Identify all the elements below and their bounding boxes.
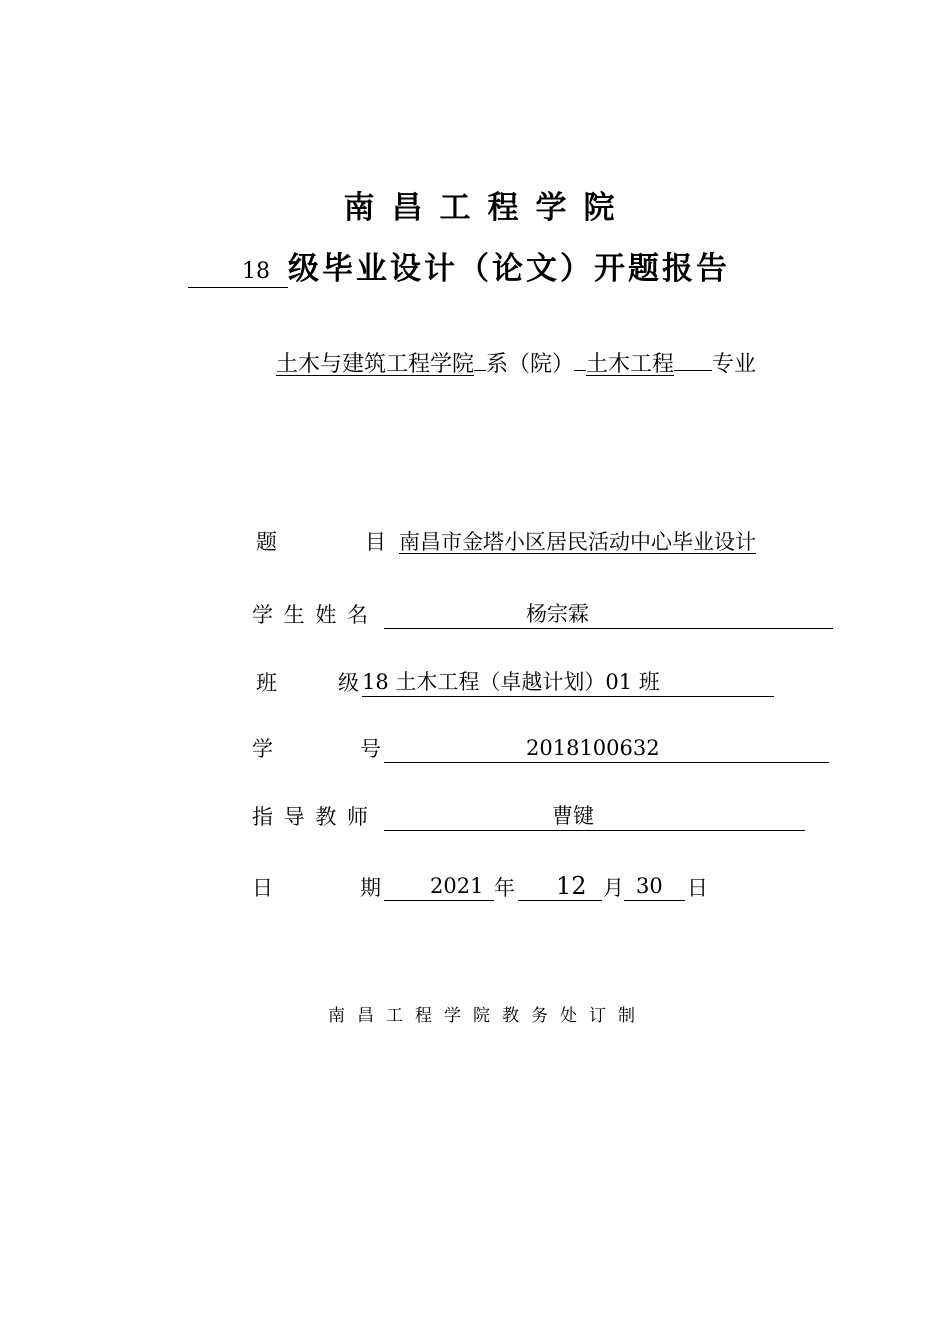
- dept-suffix: 系（院）: [486, 352, 575, 377]
- class-value: 18 土木工程（卓越计划）01 班: [362, 670, 660, 694]
- student-name-label: 学 生 姓 名: [252, 603, 371, 627]
- footer-issuer: 南昌工程学院教务处订制: [328, 1006, 647, 1026]
- class-label-2: 级: [338, 671, 359, 695]
- date-day-value: 30: [636, 874, 663, 898]
- date-month-unit: 月: [603, 876, 624, 900]
- student-id-label-1: 学: [252, 737, 273, 761]
- major-name: 土木工程: [586, 352, 675, 377]
- report-title-line: [188, 243, 730, 288]
- college-name: 土木与建筑工程学院: [276, 352, 475, 377]
- school-title: 南昌工程学院: [343, 190, 632, 226]
- student-id-label-2: 号: [360, 737, 381, 761]
- topic-label-2: 目: [365, 530, 386, 554]
- date-month-value: 12: [556, 872, 587, 900]
- date-day-unit: 日: [687, 876, 708, 900]
- date-month-field: [518, 870, 602, 901]
- student-id-value: 2018100632: [526, 736, 660, 760]
- date-label-1: 日: [252, 876, 273, 900]
- advisor-value: 曹键: [552, 804, 594, 828]
- date-year-unit: 年: [494, 876, 515, 900]
- topic-label-1: 题: [256, 530, 277, 554]
- department-line: [276, 347, 756, 378]
- student-name-field: [384, 598, 833, 629]
- advisor-field: [384, 800, 805, 831]
- report-title: 级毕业设计（论文）开题报告: [288, 251, 730, 287]
- student-name-value: 杨宗霖: [526, 602, 589, 626]
- date-day-field: [624, 870, 685, 901]
- student-id-field: [384, 732, 829, 763]
- date-year-value: 2021: [430, 874, 484, 898]
- class-label-1: 班: [256, 671, 277, 695]
- advisor-label: 指 导 教 师: [252, 805, 371, 829]
- date-year-field: [384, 870, 494, 901]
- date-label-2: 期: [360, 876, 381, 900]
- topic-value: 南昌市金塔小区居民活动中心毕业设计: [399, 530, 756, 554]
- major-suffix: 专业: [712, 352, 757, 377]
- class-field: [362, 666, 774, 697]
- graduation-year: 18: [188, 257, 288, 288]
